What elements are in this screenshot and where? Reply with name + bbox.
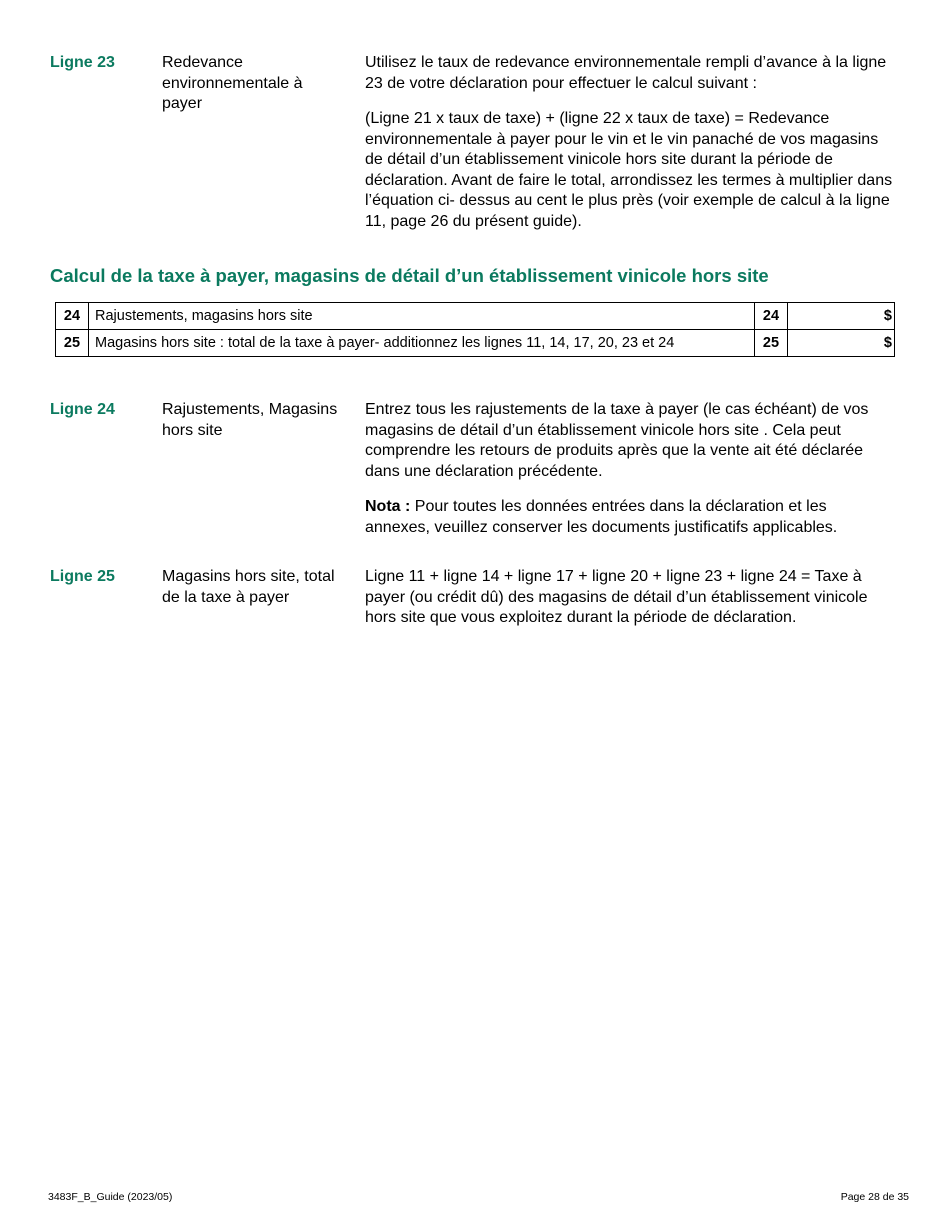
ligne-24-nota: [365, 497, 895, 538]
table-row: [56, 330, 895, 357]
row-description: Magasins hors site : total de la taxe à payer- additionnez les lignes 11, 14, 17, 20, 23 et 24: [89, 330, 755, 357]
ligne-23-description: [365, 53, 895, 232]
footer-page-number: Page 28 de 35: [840, 1191, 909, 1203]
tax-calculation-table: [55, 302, 895, 357]
row-number: 24: [56, 303, 89, 330]
footer-form-id: 3483F_B_Guide (2023/05): [48, 1191, 173, 1203]
amount-field[interactable]: [788, 330, 895, 357]
ligne-23-heading: Ligne 23: [50, 54, 115, 71]
section-title: Calcul de la taxe à payer, magasins de détail d’un établissement vinicole hors site: [50, 265, 769, 286]
table-row: [56, 303, 895, 330]
ligne-23-paragraph-2: (Ligne 21 x taux de taxe) + (ligne 22 x taux de taxe) = Redevance environnementale à payer pour le vin et le vin panaché de vos magasins de détail d’un établissement vinicole hors site durant la période de déclaration. Avant de faire le total, arrondissez les termes à multiplier dans l’équation ci- dessus au cent le plus près (voir exemple de calcul à la ligne 11, page 26 du présent guide).: [365, 110, 893, 230]
ligne-25-description: [365, 567, 895, 629]
ligne-25-label: Magasins hors site, total de la taxe à payer: [162, 568, 335, 606]
ligne-25-heading: Ligne 25: [50, 568, 115, 585]
nota-text: Pour toutes les données entrées dans la déclaration et les annexes, veuillez conserver les documents justificatifs applicables.: [365, 498, 838, 536]
row-description: Rajustements, magasins hors site: [89, 303, 755, 330]
row-line-reference: 24: [755, 303, 788, 330]
nota-label: Nota :: [365, 498, 411, 515]
ligne-24-heading: Ligne 24: [50, 401, 115, 418]
row-line-reference: 25: [755, 330, 788, 357]
ligne-23-paragraph-1: Utilisez le taux de redevance environnementale rempli d’avance à la ligne 23 de votre déclaration pour effectuer le calcul suivant :: [365, 54, 887, 92]
amount-field[interactable]: [788, 303, 895, 330]
currency-symbol: $: [883, 335, 892, 351]
ligne-23-label: Redevance environnementale à payer: [162, 54, 303, 112]
ligne-24-label: Rajustements, Magasins hors site: [162, 401, 338, 439]
ligne-24-description: [365, 400, 895, 538]
ligne-25-paragraph: Ligne 11 + ligne 14 + ligne 17 + ligne 20 + ligne 23 + ligne 24 = Taxe à payer (ou crédit dû) des magasins de détail d’un établissement vinicole hors site que vous exploitez durant la période de déclaration.: [365, 568, 868, 626]
row-number: 25: [56, 330, 89, 357]
ligne-24-paragraph-1: Entrez tous les rajustements de la taxe à payer (le cas échéant) de vos magasins de détail d’un établissement vinicole hors site . Cela peut comprendre les retours de produits après que la vente ait été déclarée dans une déclaration précédente.: [365, 401, 869, 480]
currency-symbol: $: [883, 308, 892, 324]
